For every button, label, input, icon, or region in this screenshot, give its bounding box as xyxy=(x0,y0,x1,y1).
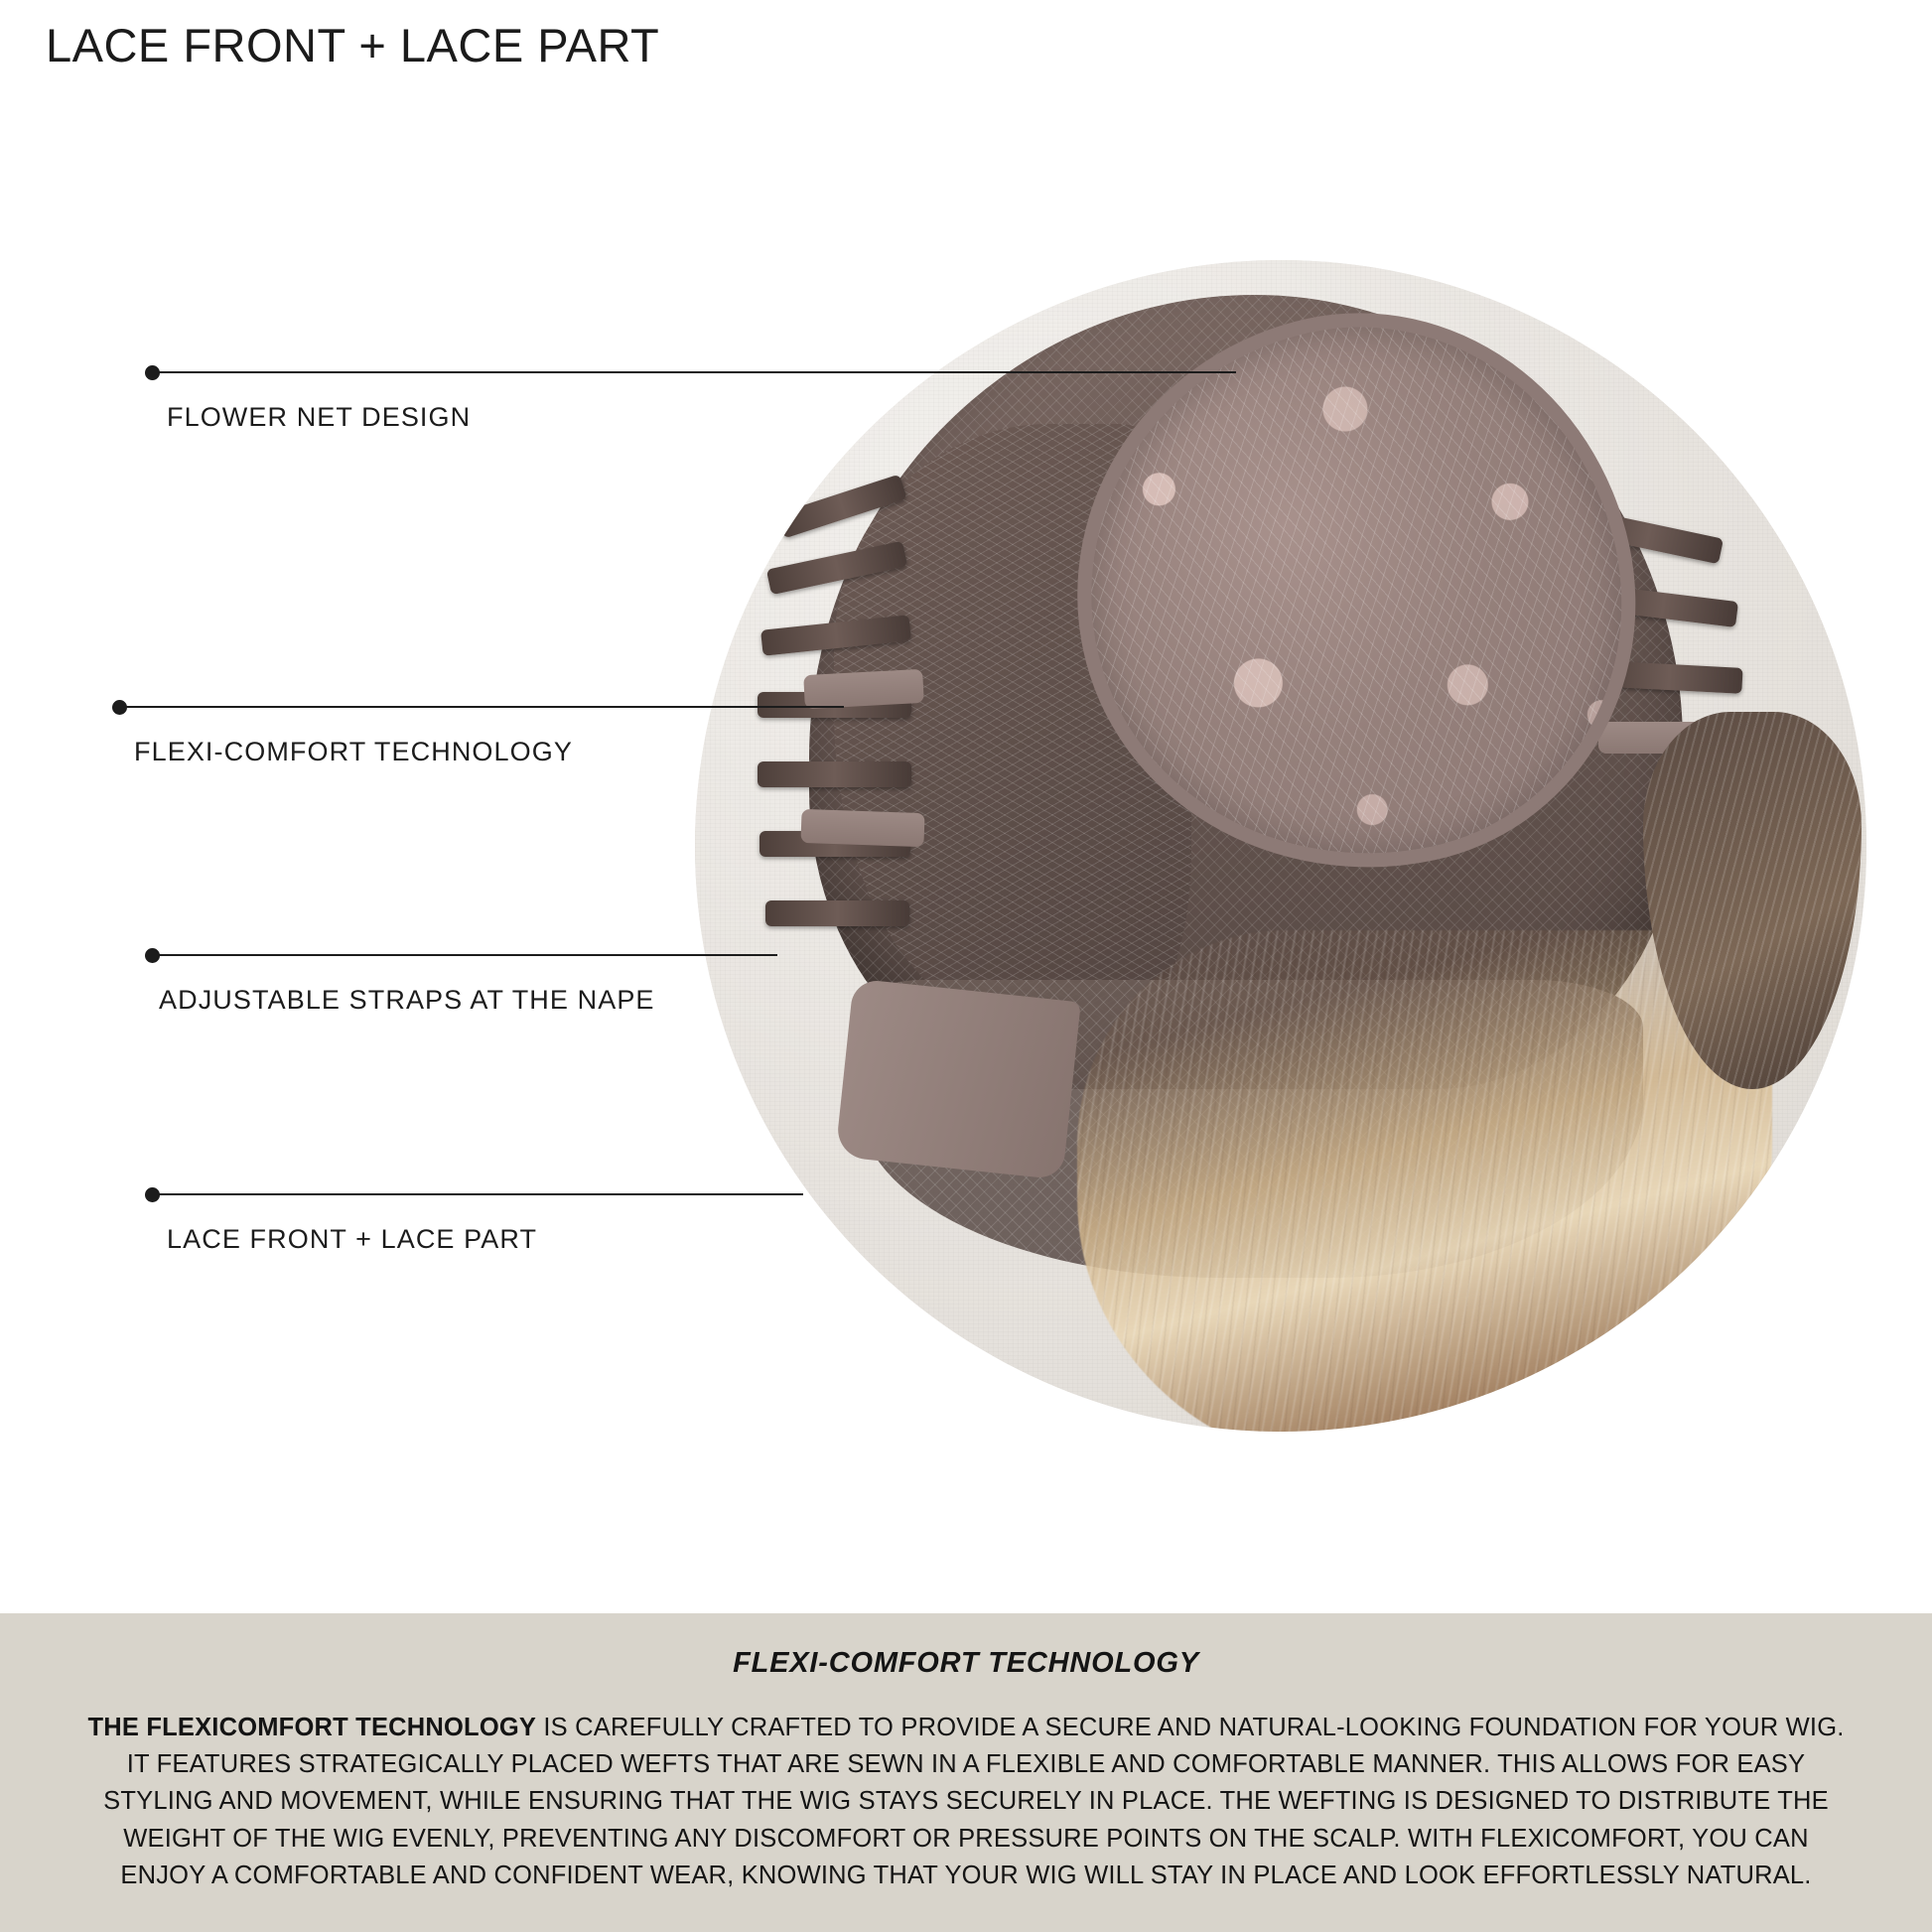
callout-line xyxy=(119,706,844,708)
callout-line xyxy=(152,371,1236,373)
callout-line xyxy=(152,1193,803,1195)
info-heading: FLEXI-COMFORT TECHNOLOGY xyxy=(733,1647,1199,1679)
callout-line xyxy=(152,954,777,956)
info-lead: THE FLEXICOMFORT TECHNOLOGY xyxy=(87,1714,537,1741)
callout-label-adjustable-straps: ADJUSTABLE STRAPS AT THE NAPE xyxy=(159,985,655,1015)
callout-label-lace-front: LACE FRONT + LACE PART xyxy=(167,1224,538,1254)
page-title: LACE FRONT + LACE PART xyxy=(46,19,660,71)
callout-label-flexi-comfort: FLEXI-COMFORT TECHNOLOGY xyxy=(134,737,573,766)
callout-label-flower-net: FLOWER NET DESIGN xyxy=(167,402,472,432)
info-text: IS CAREFULLY CRAFTED TO PROVIDE A SECURE AND NATURAL-LOOKING FOUNDATION FOR YOUR WIG. IT FEATURES STRATEGICALLY PLACED WEFTS THAT ARE SEWN IN A FLEXIBLE AND COMFORTABLE MANNER. THIS ALLOWS FOR EASY STYLING AND MOVEMENT, WHILE ENSURING THAT THE WIG STAYS SECURELY IN PLACE. THE WEFTING IS DESIGNED TO DISTRIBUTE THE WEIGHT OF THE WIG EVENLY, PREVENTING ANY DISCOMFORT OR PRESSURE POINTS ON THE SCALP. WITH FLEXICOMFORT, YOU CAN ENJOY A COMFORTABLE AND CONFIDENT WEAR, KNOWING THAT YOUR WIG WILL STAY IN PLACE AND LOOK EFFORTLESSLY NATURAL. xyxy=(103,1714,1845,1889)
info-body xyxy=(85,1710,1847,1894)
info-band xyxy=(0,1613,1932,1932)
